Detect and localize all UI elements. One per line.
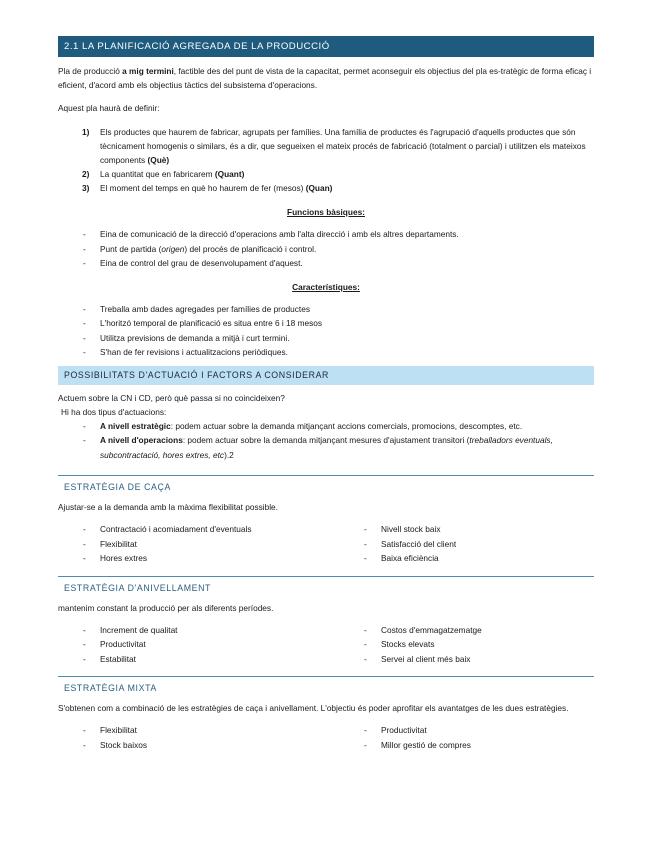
caca-columns bbox=[58, 522, 594, 566]
list-item: - Eina de comunicació de la direcció d'operacions amb l'alta direcció i amb els altres departaments. bbox=[58, 227, 594, 242]
list-item: - Contractació i acomiadament d'eventuals bbox=[58, 522, 339, 537]
item-text: : podem actuar sobre la demanda mitjançant mesures d'ajustament transitori ( bbox=[182, 435, 470, 445]
list-item: - Increment de qualitat bbox=[58, 623, 339, 638]
item-bold: A nivell d'operacions bbox=[100, 435, 183, 445]
define-label: Aquest pla haurà de definir: bbox=[58, 103, 160, 113]
item-bold: A nivell estratègic bbox=[100, 420, 171, 431]
item-number: 2) bbox=[82, 169, 90, 179]
caracteristiques-list bbox=[58, 302, 594, 360]
list-item: - Utilitza previsions de demanda a mitjà i curt termini. bbox=[58, 331, 594, 346]
possibilitats-line1: Actuem sobre la CN i CD, però què passa si no coincideixen? bbox=[58, 392, 285, 403]
item-number: 3) bbox=[82, 183, 90, 193]
possibilitats-list bbox=[58, 419, 594, 463]
list-item: - Flexibilitat bbox=[58, 723, 339, 738]
mixta-right-list bbox=[339, 723, 594, 752]
item-text: Els productes que haurem de fabricar, agrupats per famílies. Una família de productes és l'agrupació d'aquells productes que són tècnicament homogenis o similars, és a dir, que segueixen el mateix procés de fabricació (totalment o parcial) i utilitzen els mateixos components bbox=[100, 127, 586, 165]
item-bold: (Què) bbox=[147, 155, 170, 165]
item-text-post: ).2 bbox=[224, 449, 234, 460]
list-item: - S'han de fer revisions i actualitzacions periòdiques. bbox=[58, 345, 594, 360]
list-item: - Hores extres bbox=[58, 551, 339, 566]
funcions-title: Funcions bàsiques: bbox=[287, 207, 365, 217]
possibilitats-header: POSSIBILITATS D'ACTUACIÓ I FACTORS A CONSIDERAR bbox=[58, 366, 594, 385]
list-item bbox=[58, 242, 594, 257]
list-item: - Servei al client més baix bbox=[339, 652, 594, 667]
section-title-bar: 2.1 LA PLANIFICACIÓ AGREGADA DE LA PRODUCCIÓ bbox=[58, 36, 594, 57]
list-item: - Treballa amb dades agregades per famílies de productes bbox=[58, 302, 594, 317]
list-item: - Nivell stock baix bbox=[339, 522, 594, 537]
define-item bbox=[58, 181, 594, 195]
item-bold: (Quan) bbox=[305, 183, 333, 193]
item-bold: (Quant) bbox=[214, 169, 245, 179]
list-item: - Productivitat bbox=[339, 723, 594, 738]
list-item: - Millor gestió de compres bbox=[339, 738, 594, 753]
list-item: - Costos d'emmagatzematge bbox=[339, 623, 594, 638]
list-item: - Baixa eficiència bbox=[339, 551, 594, 566]
list-item: - Eina de control del grau de desenvolupament d'aquest. bbox=[58, 256, 594, 271]
list-item: - Stocks elevats bbox=[339, 637, 594, 652]
mixta-columns bbox=[58, 723, 594, 752]
intro-text-post: , factible des del punt de vista de la capacitat, permet aconseguir els objectius del pla es-tratègic de forma eficaç i eficient, d'acord amb els objectius tàctics del subsistema d'operacions. bbox=[58, 66, 592, 90]
anivellament-left-list bbox=[58, 623, 339, 667]
document-page bbox=[58, 36, 594, 752]
caca-header: ESTRATÈGIA DE CAÇA bbox=[58, 475, 594, 496]
mixta-description: S'obtenen com a combinació de les estratègies de caça i anivellament. L'objectiu és poder aprofitar els avantatges de les dues estratègies. bbox=[58, 703, 569, 713]
mixta-left-list bbox=[58, 723, 339, 752]
item-italic: treballadors eventuals, subcontractació, hores extres, etc bbox=[100, 435, 553, 460]
caracteristiques-title: Característiques: bbox=[292, 281, 360, 292]
list-item: - L'horitzó temporal de planificació es situa entre 6 i 18 mesos bbox=[58, 316, 594, 331]
caca-right-list bbox=[339, 522, 594, 566]
item-text: La quantitat que en fabricarem bbox=[100, 169, 215, 179]
intro-bold: a mig termini bbox=[122, 66, 174, 76]
caca-left-list bbox=[58, 522, 339, 566]
anivellament-right-list bbox=[339, 623, 594, 667]
list-item: - Flexibilitat bbox=[58, 537, 339, 552]
list-item bbox=[58, 433, 594, 462]
item-text: El moment del temps en què ho haurem de fer (mesos) bbox=[100, 183, 306, 193]
list-item: - Satisfacció del client bbox=[339, 537, 594, 552]
item-number: 1) bbox=[82, 127, 90, 137]
define-item bbox=[58, 125, 594, 167]
funcions-list bbox=[58, 227, 594, 271]
mixta-header: ESTRATÈGIA MIXTA bbox=[58, 676, 594, 697]
list-item: - Stock baixos bbox=[58, 738, 339, 753]
intro-text-pre: Pla de producció bbox=[58, 66, 123, 76]
anivellament-header: ESTRATÈGIA D'ANIVELLAMENT bbox=[58, 576, 594, 597]
anivellament-columns bbox=[58, 623, 594, 667]
define-item bbox=[58, 167, 594, 181]
item-italic: origen bbox=[161, 243, 185, 254]
list-item: - Productivitat bbox=[58, 637, 339, 652]
list-item bbox=[58, 419, 594, 434]
anivellament-description: mantenim constant la producció per als diferents períodes. bbox=[58, 602, 274, 613]
item-text-pre: Punt de partida ( bbox=[100, 243, 162, 254]
possibilitats-line2: Hi ha dos tipus d'actuacions: bbox=[61, 406, 167, 417]
caca-description: Ajustar-se a la demanda amb la màxima flexibilitat possible. bbox=[58, 502, 278, 512]
item-text-post: ) del procés de planificació i control. bbox=[184, 243, 317, 254]
item-text: : podem actuar sobre la demanda mitjançant accions comercials, promocions, descomptes, etc. bbox=[170, 420, 523, 431]
define-list bbox=[58, 125, 594, 195]
intro-paragraph bbox=[58, 64, 594, 92]
list-item: - Estabilitat bbox=[58, 652, 339, 667]
